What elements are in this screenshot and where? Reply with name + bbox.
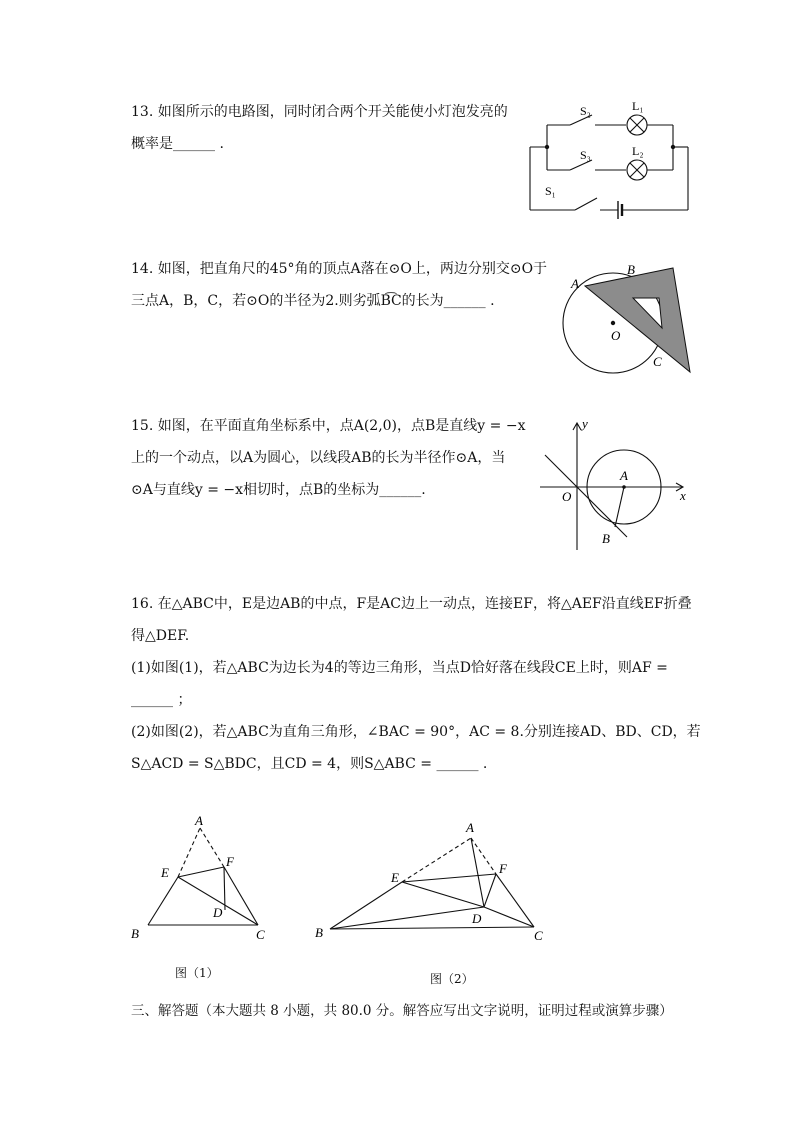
label-l1: L₁	[632, 99, 644, 113]
q16-line2: 得△DEF.	[131, 628, 190, 644]
label-l2: L₂	[632, 144, 644, 158]
label-s1: S₁	[545, 184, 556, 198]
label-d: D	[213, 905, 223, 920]
label-s2: S₂	[580, 104, 591, 118]
set-square-diagram	[555, 262, 695, 377]
label-c: C	[256, 927, 265, 942]
coordinate-diagram	[535, 415, 695, 555]
q13-line1: 13. 如图所示的电路图，同时闭合两个开关能使小灯泡发亮的	[131, 104, 508, 120]
label-c: C	[534, 928, 543, 943]
section-3-heading: 三、解答题（本大题共 8 小题，共 80.0 分。解答应写出文字说明，证明过程或演算步骤）	[131, 1003, 673, 1019]
label-d: D	[472, 911, 482, 926]
label-s3: S₃	[580, 148, 591, 162]
q14-line2: 三点A，B，C，若⊙O的半径为2.则劣弧B͡C的长为______ .	[131, 293, 495, 309]
q16-line5: (2)如图(2)，若△ABC为直角三角形，∠BAC = 90°，AC = 8.分别连接AD、BD、CD，若	[131, 724, 701, 740]
label-b: B	[602, 531, 610, 546]
figure-2-caption: 图（2）	[430, 972, 474, 986]
label-a: A	[620, 468, 628, 483]
label-b: B	[131, 926, 139, 941]
figure-1	[128, 810, 278, 945]
q14-line1: 14. 如图，把直角尺的45°角的顶点A落在⊙O上，两边分别交⊙O于	[131, 261, 548, 277]
label-y: y	[582, 416, 588, 431]
q15-line3: ⊙A与直线y = −x相切时，点B的坐标为______.	[131, 482, 426, 498]
q13-line2: 概率是______ .	[131, 136, 224, 152]
label-x: x	[680, 488, 686, 503]
label-c: C	[653, 354, 662, 369]
label-o: O	[562, 489, 572, 504]
label-f: F	[226, 854, 234, 869]
q16-line4: ______ ；	[131, 692, 192, 708]
label-e: E	[161, 865, 169, 880]
label-a: A	[571, 276, 579, 291]
circuit-diagram	[520, 95, 700, 220]
label-b: B	[315, 925, 323, 940]
label-a: A	[195, 813, 203, 828]
figure-1-caption: 图（1）	[175, 966, 219, 980]
q16-line1: 16. 在△ABC中，E是边AB的中点，F是AC边上一动点，连接EF，将△AEF沿直线EF折叠	[131, 596, 692, 612]
q15-line1: 15. 如图，在平面直角坐标系中，点A(2,0)，点B是直线y = −x	[131, 418, 526, 434]
q15-line2: 上的一个动点，以A为圆心，以线段AB的长为半径作⊙A，当	[131, 450, 506, 466]
label-f: F	[499, 861, 507, 876]
figure-2	[312, 815, 552, 945]
label-b: B	[627, 262, 635, 277]
label-a: A	[466, 820, 474, 835]
label-o: O	[611, 328, 621, 343]
q16-line3: (1)如图(1)，若△ABC为边长为4的等边三角形，当点D恰好落在线段CE上时，则AF =	[131, 660, 668, 676]
q16-line6: S△ACD = S△BDC，且CD = 4，则S△ABC = ______ .	[131, 756, 488, 772]
label-e: E	[391, 870, 399, 885]
